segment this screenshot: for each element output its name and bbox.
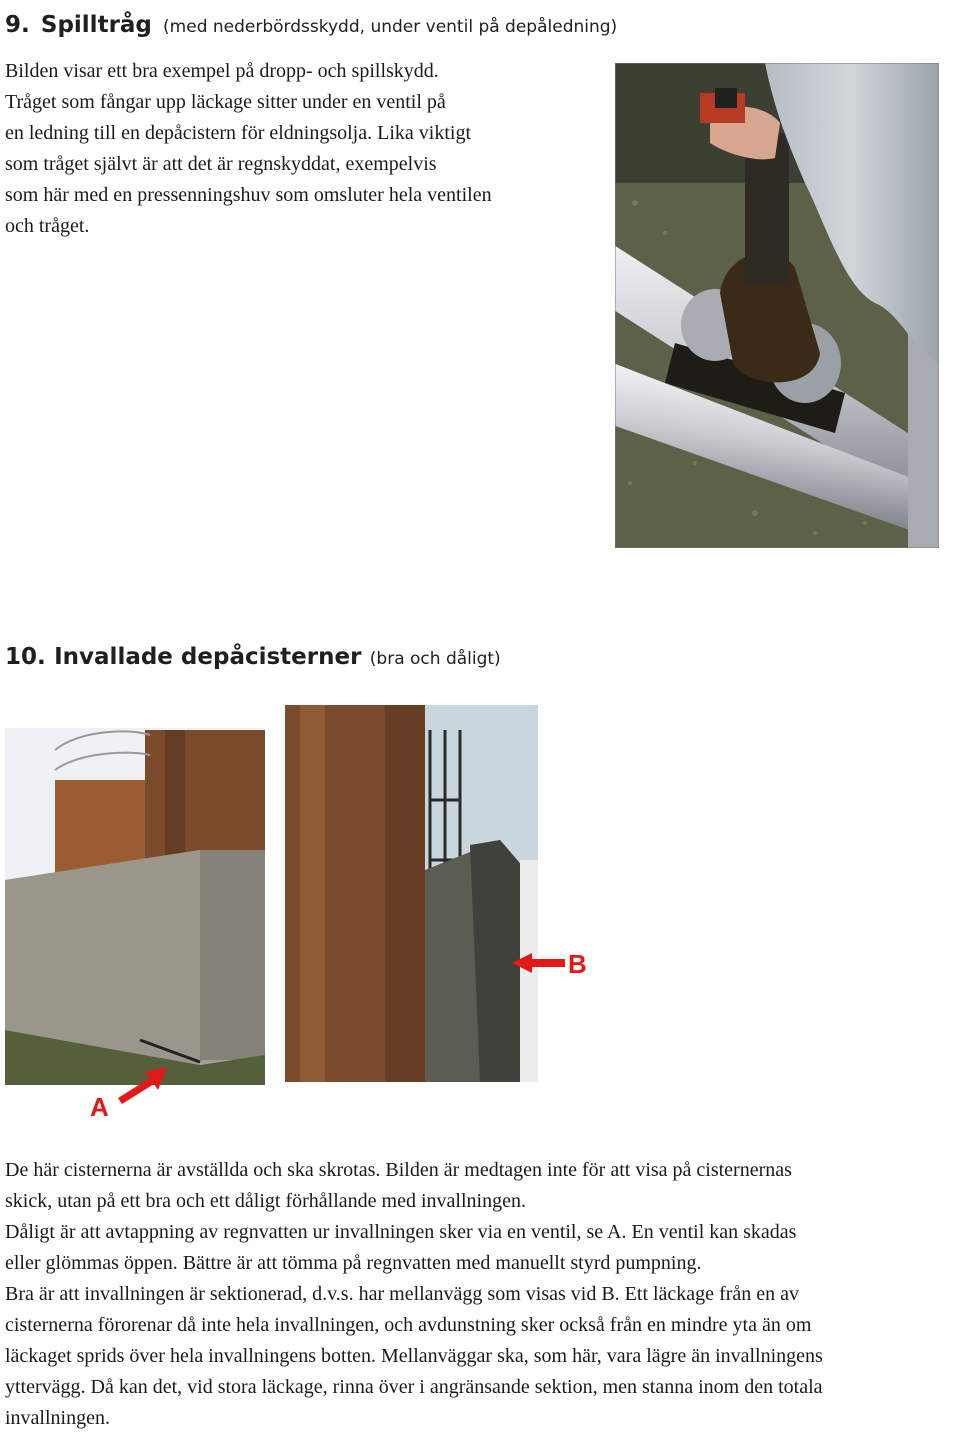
section-10-line: skick, utan på ett bra och ett dåligt förhållande med invallningen.	[5, 1190, 526, 1212]
marker-a: A	[90, 1092, 109, 1122]
marker-b: B	[568, 949, 587, 979]
section-10-line: Bra är att invallningen är sektionerad, d.v.s. har mellanvägg som visas vid B. Ett läckage från en av	[5, 1283, 800, 1305]
tank-bund-right-photo	[285, 705, 538, 1082]
section-10-body	[5, 1155, 823, 1434]
section-9-line: som här med en pressenningshuv som omsluter hela ventilen	[5, 184, 492, 206]
tank-bund-photos	[0, 700, 600, 1125]
section-10-heading	[5, 642, 501, 670]
section-10-line: läckaget sprids över hela invallningens botten. Mellanväggar ska, som här, vara lägre än invallningens	[5, 1345, 823, 1367]
section-9-body	[5, 56, 492, 242]
section-10-line: yttervägg. Då kan det, vid stora läckage, rinna över i angränsande sektion, men stanna inom den totala	[5, 1376, 823, 1398]
section-9-subtitle: (med nederbördsskydd, under ventil på depåledning)	[163, 17, 618, 37]
section-10-number: 10.	[5, 644, 46, 670]
section-9-line: som tråget självt är att det är regnskyddat, exempelvis	[5, 153, 437, 175]
section-10-line: cisternerna förorenar då inte hela invallningen, och avdunstning sker också från en mindre yta än om	[5, 1314, 812, 1336]
section-9-line: och tråget.	[5, 215, 90, 237]
section-9-line: en ledning till en depåcistern för eldningsolja. Lika viktigt	[5, 122, 471, 144]
valve-spill-tray-photo	[615, 63, 939, 548]
section-9-title: Spilltråg	[40, 12, 152, 38]
section-9-heading	[5, 2, 617, 40]
section-9-number: 9.	[5, 12, 30, 38]
section-10-line: De här cisternerna är avställda och ska skrotas. Bilden är medtagen inte för att visa på cisternernas	[5, 1159, 792, 1181]
section-9-line: Tråget som fångar upp läckage sitter under en ventil på	[5, 91, 446, 113]
section-9-line: Bilden visar ett bra exempel på dropp- och spillskydd.	[5, 60, 439, 82]
section-10-title: Invallade depåcisterner	[54, 644, 362, 670]
section-10-line: Dåligt är att avtappning av regnvatten ur invallningen sker via en ventil, se A. En ventil kan skadas	[5, 1221, 797, 1243]
section-10-line: invallningen.	[5, 1407, 110, 1429]
section-10-subtitle: (bra och dåligt)	[369, 649, 501, 669]
tank-bund-left-photo	[5, 728, 265, 1085]
section-10-line: eller glömmas öppen. Bättre är att tömma på regnvatten med manuellt styrd pumpning.	[5, 1252, 702, 1274]
